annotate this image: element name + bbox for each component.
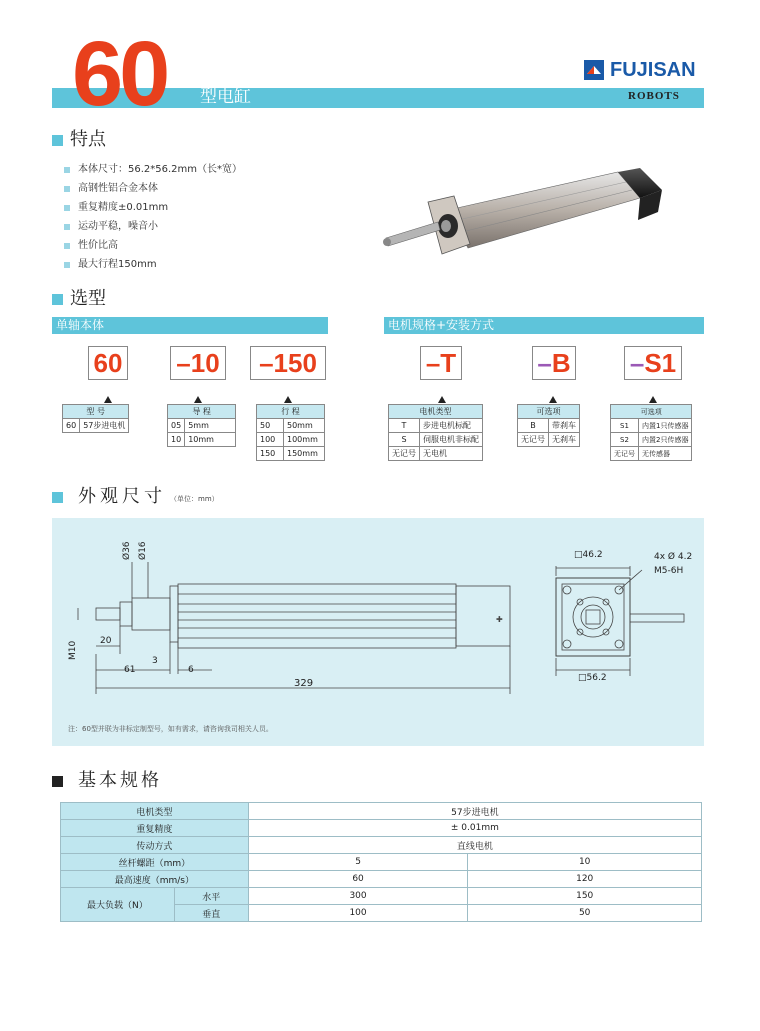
dim-m10: M10: [68, 640, 78, 660]
features-title: 特点: [70, 129, 106, 150]
header-subtitle: 型电缸: [200, 87, 251, 107]
model-number: 60: [72, 23, 167, 125]
table-row: 最大负载（N） 水平 300 150: [61, 888, 702, 905]
model-table: 型 号 60 57步进电机: [62, 404, 129, 433]
sensor-option-table: 可选项 S1 内置1只传感器 S2 内置2只传感器 无记号 无传感器: [610, 404, 692, 461]
feature-item: 最大行程150mm: [64, 255, 242, 274]
table-row: 丝杆螺距（mm） 5 10: [61, 854, 702, 871]
code-stroke: –150: [250, 346, 326, 380]
dim-56: □56.2: [578, 673, 607, 683]
features-list: [64, 160, 242, 274]
actuator-photo: [378, 160, 678, 270]
table-row: B 带刹车: [518, 419, 580, 433]
dim-20: 20: [100, 636, 112, 646]
table-row: 05 5mm: [168, 419, 236, 433]
code-motor: –T: [420, 346, 462, 380]
banner-single-axis: 单轴本体: [52, 317, 328, 334]
table-row: 10 10mm: [168, 433, 236, 447]
lead-table: 导 程 05 5mm 10 10mm: [167, 404, 236, 447]
table-row: 重复精度 ± 0.01mm: [61, 820, 702, 837]
pointer-icon: [104, 396, 112, 403]
dim-d16: Ø16: [138, 541, 148, 560]
section-marker: [52, 776, 63, 787]
table-row: S 伺服电机非标配: [389, 433, 483, 447]
spec-table: [60, 802, 702, 922]
section-marker: [52, 294, 63, 305]
dimension-drawing: [52, 518, 704, 718]
feature-item: 重复精度±0.01mm: [64, 198, 242, 217]
code-brake: –B: [532, 346, 576, 380]
table-row: 无记号 无电机: [389, 447, 483, 461]
pointer-icon: [549, 396, 557, 403]
table-row: S2 内置2只传感器: [611, 433, 692, 447]
dimensions-title: 外观尺寸: [78, 486, 166, 507]
specs-title: 基本规格: [78, 770, 162, 791]
table-row: 无记号 无刹车: [518, 433, 580, 447]
table-row: 50 50mm: [257, 419, 325, 433]
dim-46: □46.2: [574, 550, 603, 560]
feature-item: 高钢性铝合金本体: [64, 179, 242, 198]
table-row: 最高速度（mm/s） 60 120: [61, 871, 702, 888]
code-lead: –10: [170, 346, 226, 380]
feature-item: 运动平稳，噪音小: [64, 217, 242, 236]
brand-name: FUJISAN: [610, 59, 696, 81]
dim-thread: M5-6H: [654, 566, 684, 576]
dimensions-unit: （单位：mm）: [170, 495, 219, 503]
table-row: 传动方式 直线电机: [61, 837, 702, 854]
section-marker: [52, 135, 63, 146]
pointer-icon: [649, 396, 657, 403]
dim-61: 61: [124, 665, 136, 675]
dim-3: 3: [152, 656, 158, 666]
section-marker: [52, 492, 63, 503]
table-row: 100 100mm: [257, 433, 325, 447]
table-row: 无记号 无传感器: [611, 447, 692, 461]
table-row: 垂直 100 50: [61, 905, 702, 922]
dimension-note: 注：60型并联为非标定制型号，如有需求，请咨询我司相关人员。: [68, 725, 273, 733]
brand-subtitle: ROBOTS: [628, 90, 680, 102]
dim-d36: Ø36: [122, 541, 132, 560]
table-row: 60 57步进电机: [63, 419, 129, 433]
pointer-icon: [438, 396, 446, 403]
fujisan-logo-icon: [584, 60, 604, 80]
motor-type-table: 电机类型 T 步进电机标配 S 伺服电机非标配 无记号 无电机: [388, 404, 483, 461]
brake-option-table: 可选项 B 带刹车 无记号 无刹车: [517, 404, 580, 447]
dim-329: 329: [294, 678, 314, 689]
pointer-icon: [284, 396, 292, 403]
code-model: 60: [88, 346, 128, 380]
table-row: S1 内置1只传感器: [611, 419, 692, 433]
table-row: 电机类型 57步进电机: [61, 803, 702, 820]
stroke-table: 行 程 50 50mm 100 100mm 150 150mm: [256, 404, 325, 461]
feature-item: 性价比高: [64, 236, 242, 255]
table-row: T 步进电机标配: [389, 419, 483, 433]
svg-text:✚: ✚: [496, 615, 503, 624]
feature-item: 本体尺寸：56.2*56.2mm（长*宽）: [64, 160, 242, 179]
code-sensor: –S1: [624, 346, 682, 380]
table-row: 150 150mm: [257, 447, 325, 461]
banner-motor-spec: 电机规格+安装方式: [384, 317, 704, 334]
dim-6: 6: [188, 665, 194, 675]
selection-title: 选型: [70, 288, 106, 309]
pointer-icon: [194, 396, 202, 403]
dim-holes: 4x Ø 4.2: [654, 552, 693, 562]
